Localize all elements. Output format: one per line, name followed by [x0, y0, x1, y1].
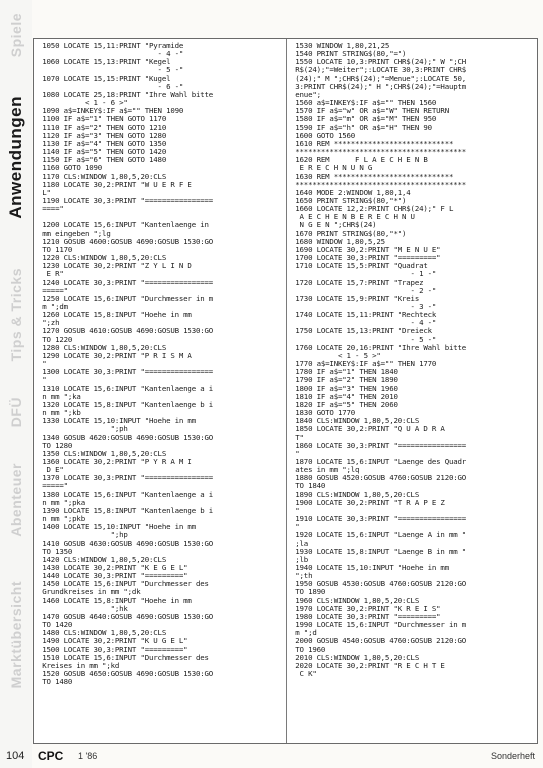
- code-line: 3:PRINT CHR$(24);" H ";CHR$(24);"=Hauptm: [291, 82, 467, 91]
- code-line: [38, 213, 282, 221]
- code-line: 1580 IF a$="m" OR a$="M" THEN 950: [291, 115, 437, 124]
- code-line: ";zh: [38, 319, 60, 328]
- code-line: - 5 -": [38, 66, 184, 75]
- code-line: n mm ";kb: [38, 409, 81, 418]
- code-line: 1470 GOSUB 4640:GOSUB 4690:GOSUB 1530:GO: [38, 612, 214, 621]
- code-line: - 3 -": [291, 303, 437, 311]
- section-sidebar: [0, 0, 32, 768]
- code-line: ****************************************: [291, 180, 467, 189]
- code-line: 1460 LOCATE 15,8:INPUT "Hoehe in mm: [38, 596, 192, 605]
- code-line: 2000 GOSUB 4540:GOSUB 4760:GOSUB 2120:GO: [291, 637, 467, 646]
- code-line: ": [291, 506, 300, 515]
- code-line: (24);" M ";CHR$(24);"=Menue";:LOCATE 50,: [291, 74, 467, 83]
- code-line: 1700 LOCATE 30,3:PRINT "=========": [291, 254, 441, 263]
- code-line: ";hk: [38, 604, 128, 613]
- page-footer: [0, 748, 543, 766]
- code-line: 1100 IF a$="1" THEN GOTO 1170: [38, 115, 167, 124]
- code-line: 1560 a$=INKEY$:IF a$="" THEN 1560: [291, 99, 437, 108]
- code-line: 1840 CLS:WINDOW 1,80,5,20:CLS: [291, 417, 420, 426]
- code-line: 1790 IF a$="2" THEN 1890: [291, 376, 398, 385]
- code-line: ": [291, 449, 300, 458]
- code-line: < 1 - 6 >": [38, 99, 128, 108]
- code-line: ;lb: [291, 555, 309, 564]
- column-divider: [286, 39, 287, 743]
- code-line: - 6 -": [38, 82, 184, 91]
- code-line: 1750 LOCATE 15,13:PRINT "Dreieck: [291, 327, 432, 336]
- code-line: TO 1280: [38, 441, 73, 450]
- code-line: 1800 IF a$="3" THEN 1960: [291, 384, 398, 393]
- listing-right-column: [291, 42, 535, 678]
- sidebar-tab-slot: [8, 245, 24, 385]
- code-line: n mm ";ka: [38, 392, 81, 401]
- code-line: Grundkreises in mm ";dk: [38, 588, 141, 597]
- code-line: 1400 LOCATE 15,10:INPUT "Hoehe in mm: [38, 523, 196, 532]
- listing-left-column: [38, 42, 282, 686]
- code-line: 1610 REM ****************************: [291, 139, 454, 148]
- code-line: 1670 PRINT STRING$(80,"*"): [291, 229, 407, 238]
- code-line: 1380 LOCATE 15,6:INPUT "Kantenlaenge a i: [38, 490, 214, 499]
- code-line: 1220 CLS:WINDOW 1,80,5,20:CLS: [38, 254, 167, 263]
- code-line: 1190 LOCATE 30,3:PRINT "================: [38, 196, 214, 205]
- code-line: 1910 LOCATE 30,3:PRINT "================: [291, 515, 467, 524]
- code-line: 1280 CLS:WINDOW 1,80,5,20:CLS: [38, 343, 167, 352]
- code-line: 1640 MODE 2:WINDOW 1,80,1,4: [291, 188, 411, 197]
- code-line: 1430 LOCATE 30,2:PRINT "K E G E L": [38, 564, 188, 572]
- code-line: 1540 PRINT STRING$(80,"="): [291, 50, 407, 59]
- code-line: 1120 IF a$="3" THEN GOTO 1280: [38, 131, 167, 140]
- code-line: 1210 GOSUB 4600:GOSUB 4690:GOSUB 1530:GO: [38, 237, 214, 246]
- code-line: - 4 -": [291, 319, 437, 328]
- code-line: 1310 LOCATE 15,6:INPUT "Kantenlaenge a i: [38, 384, 214, 393]
- code-line: =====": [38, 482, 68, 491]
- code-line: T": [291, 433, 304, 442]
- code-line: TO 1350: [38, 547, 73, 556]
- code-line: 1850 LOCATE 30,2:PRINT "Q U A D R A: [291, 425, 445, 434]
- code-line: 1880 GOSUB 4520:GOSUB 4760:GOSUB 2120:GO: [291, 474, 467, 483]
- code-line: ": [38, 376, 47, 385]
- code-line: 1180 LOCATE 30,2:PRINT "W U E R F E: [38, 180, 192, 189]
- code-line: 1240 LOCATE 30,3:PRINT "================: [38, 278, 214, 287]
- code-line: 1520 GOSUB 4650:GOSUB 4690:GOSUB 1530:GO: [38, 670, 214, 679]
- sidebar-tab-slot: [8, 440, 24, 560]
- code-line: 1250 LOCATE 15,6:INPUT "Durchmesser in m: [38, 294, 214, 303]
- code-line: 1350 CLS:WINDOW 1,80,5,20:CLS: [38, 449, 167, 458]
- code-line: 1260 LOCATE 15,8:INPUT "Hoehe in mm: [38, 311, 192, 320]
- code-listing-sheet: [33, 38, 538, 744]
- sidebar-tab[interactable]: Tips & Tricks: [8, 268, 24, 362]
- code-line: 1090 a$=INKEY$:IF a$="" THEN 1090: [38, 107, 184, 116]
- code-line: 1820 IF a$="5" THEN 2060: [291, 400, 398, 409]
- code-line: 1450 LOCATE 15,6:INPUT "Durchmesser des: [38, 580, 209, 589]
- code-line: n mm ";pka: [38, 498, 85, 507]
- sidebar-tab-slot: [8, 560, 24, 710]
- code-line: 1340 GOSUB 4620:GOSUB 4690:GOSUB 1530:GO: [38, 433, 214, 442]
- code-line: ";th: [291, 572, 313, 581]
- sidebar-tab-slot: [8, 385, 24, 440]
- code-line: D E": [38, 466, 64, 475]
- code-line: 1650 PRINT STRING$(80,"*"): [291, 196, 407, 205]
- code-line: 1360 LOCATE 30,2:PRINT "P Y R A M I: [38, 457, 192, 466]
- code-line: E R": [38, 270, 64, 279]
- code-line: 1690 LOCATE 30,2:PRINT "M E N U E": [291, 245, 441, 254]
- code-line: 1080 LOCATE 25,18:PRINT "Ihre Wahl bitte: [38, 90, 214, 99]
- edition-label: Sonderheft: [490, 751, 535, 761]
- code-line: 1140 IF a$="5" THEN GOTO 1420: [38, 148, 167, 157]
- code-line: 1130 IF a$="4" THEN GOTO 1350: [38, 139, 167, 148]
- code-line: 1290 LOCATE 30,2:PRINT "P R I S M A: [38, 351, 192, 360]
- code-line: 1710 LOCATE 15,5:PRINT "Quadrat: [291, 262, 428, 271]
- code-line: TO 1480: [38, 678, 73, 687]
- code-line: enue";: [291, 90, 321, 99]
- code-line: 1960 CLS:WINDOW 1,80,5,20:CLS: [291, 596, 420, 605]
- code-line: 1980 LOCATE 30,3:PRINT "=========": [291, 612, 441, 621]
- code-line: 1390 LOCATE 15,8:INPUT "Kantenlaenge b i: [38, 506, 214, 515]
- code-line: 1150 IF a$="6" THEN GOTO 1480: [38, 156, 167, 165]
- code-line: m ";d: [291, 629, 317, 638]
- code-line: 1930 LOCATE 15,8:INPUT "Laenge B in mm ": [291, 547, 467, 556]
- code-line: 1890 CLS:WINDOW 1,80,5,20:CLS: [291, 490, 420, 499]
- code-line: 1920 LOCATE 15,6:INPUT "Laenge A in mm ": [291, 531, 467, 540]
- code-line: 1680 WINDOW 1,80,5,25: [291, 237, 385, 246]
- code-line: 1270 GOSUB 4610:GOSUB 4690:GOSUB 1530:GO: [38, 327, 214, 336]
- code-line: 1810 IF a$="4" THEN 2010: [291, 392, 398, 401]
- code-line: - 1 -": [291, 270, 437, 279]
- code-line: TO 1840: [291, 482, 326, 491]
- code-line: 1730 LOCATE 15,9:PRINT "Kreis: [291, 294, 420, 303]
- code-line: L": [38, 188, 51, 197]
- code-line: 1900 LOCATE 30,2:PRINT "T R A P E Z: [291, 498, 445, 507]
- code-line: ====": [38, 205, 64, 214]
- page-number: 104: [6, 750, 25, 762]
- code-line: ";ph: [38, 425, 128, 434]
- code-line: 1230 LOCATE 30,2:PRINT "Z Y L I N D: [38, 262, 192, 271]
- code-line: N G E N ";CHR$(24): [291, 221, 377, 230]
- code-line: 1170 CLS:WINDOW 1,80,5,20:CLS: [38, 172, 167, 181]
- code-line: - 4 -": [38, 50, 184, 59]
- code-line: 1940 LOCATE 15,10:INPUT "Hoehe in mm: [291, 564, 449, 572]
- sidebar-tab[interactable]: Anwendungen: [6, 96, 25, 219]
- code-line: ": [38, 360, 47, 369]
- code-line: ": [291, 523, 300, 532]
- code-line: 1370 LOCATE 30,3:PRINT "================: [38, 474, 214, 483]
- code-line: TO 1170: [38, 245, 73, 254]
- code-line: - 5 -": [291, 335, 437, 344]
- code-line: 1160 GOTO 1090: [38, 164, 103, 173]
- code-line: 1200 LOCATE 15,6:INPUT "Kantenlaenge in: [38, 221, 209, 230]
- code-line: TO 1890: [291, 588, 326, 597]
- code-line: mm eingeben ";lg: [38, 229, 111, 238]
- code-line: E R E C H N U N G: [291, 164, 373, 173]
- code-line: 1970 LOCATE 30,2:PRINT "K R E I S": [291, 604, 441, 613]
- code-line: 1590 IF a$="h" OR a$="H" THEN 90: [291, 123, 432, 132]
- code-line: R$(24);"=Weiter";:LOCATE 30,3:PRINT CHR$: [291, 66, 467, 75]
- code-line: ;la: [291, 539, 309, 548]
- code-line: 1870 LOCATE 15,6:INPUT "Laenge des Quadr: [291, 457, 467, 466]
- code-line: 1050 LOCATE 15,11:PRINT "Pyramide: [38, 42, 184, 50]
- code-line: 1410 GOSUB 4630:GOSUB 4690:GOSUB 1530:GO: [38, 539, 214, 548]
- code-line: 1830 GOTO 1770: [291, 409, 356, 418]
- code-line: < 1 - 5 >": [291, 351, 381, 360]
- code-line: 1740 LOCATE 15,11:PRINT "Rechteck: [291, 311, 437, 320]
- code-line: 1480 CLS:WINDOW 1,80,5,20:CLS: [38, 629, 167, 638]
- code-line: - 2 -": [291, 286, 437, 295]
- issue-label: 1 '86: [78, 751, 98, 761]
- code-line: Kreises in mm ";kd: [38, 661, 120, 670]
- code-line: 1630 REM ****************************: [291, 172, 454, 181]
- code-line: ";hp: [38, 531, 128, 540]
- code-line: 1760 LOCATE 20,16:PRINT "Ihre Wahl bitte: [291, 343, 467, 352]
- sidebar-tab-slot: [6, 70, 26, 245]
- code-line: 1720 LOCATE 15,7:PRINT "Trapez: [291, 278, 424, 287]
- code-line: 1600 GOTO 1560: [291, 131, 356, 140]
- code-line: 1070 LOCATE 15,15:PRINT "Kugel: [38, 74, 171, 83]
- code-line: 1440 LOCATE 30,3:PRINT "=========": [38, 572, 188, 581]
- code-line: ates in mm ";lq: [291, 466, 360, 475]
- code-line: 1770 a$=INKEY$:IF a$="" THEN 1770: [291, 360, 437, 369]
- code-line: 1950 GOSUB 4530:GOSUB 4760:GOSUB 2120:GO: [291, 580, 467, 589]
- sidebar-tab[interactable]: DFÜ: [8, 397, 24, 428]
- code-line: ****************************************: [291, 148, 467, 157]
- code-line: 1990 LOCATE 15,6:INPUT "Durchmesser in m: [291, 621, 467, 630]
- magazine-name: CPC: [38, 749, 64, 763]
- code-line: TO 1420: [38, 621, 73, 630]
- sidebar-tab[interactable]: Marktübersicht: [8, 581, 24, 689]
- code-line: =====": [38, 286, 68, 295]
- code-line: 1550 LOCATE 10,3:PRINT CHR$(24);" W ";CH: [291, 58, 467, 67]
- code-line: 1320 LOCATE 15,8:INPUT "Kantenlaenge b i: [38, 400, 214, 409]
- sidebar-tab-slot: [8, 0, 24, 70]
- code-line: 1420 CLS:WINDOW 1,80,5,20:CLS: [38, 555, 167, 564]
- code-line: 1110 IF a$="2" THEN GOTO 1210: [38, 123, 167, 132]
- code-line: n mm ";pkb: [38, 515, 85, 524]
- code-line: 1060 LOCATE 15,13:PRINT "Kegel: [38, 58, 171, 67]
- code-line: TO 1960: [291, 645, 326, 654]
- code-line: 1620 REM F L A E C H E N B: [291, 156, 428, 165]
- code-line: 1660 LOCATE 12,2:PRINT CHR$(24);" F L: [291, 205, 454, 214]
- code-line: 1300 LOCATE 30,3:PRINT "================: [38, 368, 214, 377]
- code-line: 1510 LOCATE 15,6:INPUT "Durchmesser des: [38, 653, 209, 662]
- code-line: 1570 IF a$="w" OR a$="W" THEN RETURN: [291, 107, 449, 116]
- code-line: 1860 LOCATE 30,3:PRINT "================: [291, 441, 467, 450]
- sidebar-tab[interactable]: Abenteuer: [8, 463, 24, 537]
- code-line: TO 1220: [38, 335, 73, 344]
- code-line: 1330 LOCATE 15,10:INPUT "Hoehe in mm: [38, 417, 196, 426]
- code-line: 2010 CLS:WINDOW 1,80,5,20:CLS: [291, 653, 420, 662]
- code-line: 1500 LOCATE 30,3:PRINT "=========": [38, 645, 188, 654]
- code-line: 1530 WINDOW 1,80,21,25: [291, 42, 390, 50]
- code-line: 1490 LOCATE 30,2:PRINT "K U G E L": [38, 637, 188, 646]
- sidebar-tab[interactable]: Spiele: [8, 12, 24, 58]
- code-line: 2020 LOCATE 30,2:PRINT "R E C H T E: [291, 661, 445, 670]
- code-line: 1780 IF a$="1" THEN 1840: [291, 368, 398, 377]
- code-line: C K": [291, 670, 317, 679]
- code-line: m ";dm: [38, 303, 68, 311]
- code-line: A E C H E N B E R E C H N U: [291, 213, 415, 222]
